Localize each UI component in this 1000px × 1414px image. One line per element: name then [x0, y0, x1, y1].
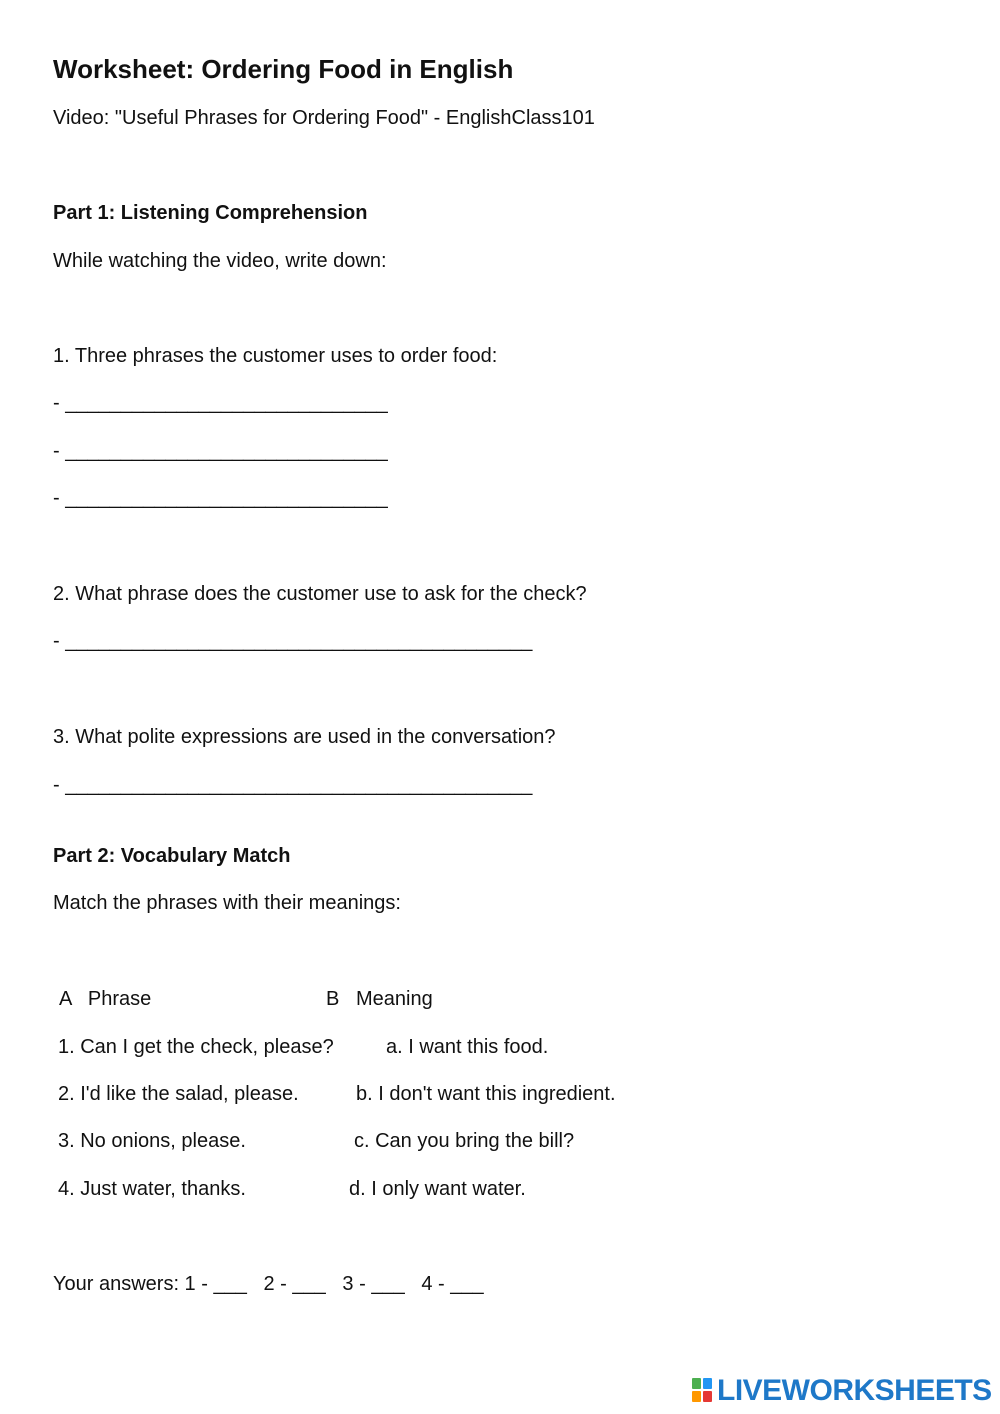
column-b-header: B Meaning: [326, 988, 433, 1010]
answer-line: - _____________________________: [53, 487, 388, 509]
answers-line: Your answers: 1 - ___ 2 - ___ 3 - ___ 4 - ___: [53, 1273, 484, 1295]
logo-text: LIVEWORKSHEETS: [717, 1374, 992, 1407]
meaning-item: c. Can you bring the bill?: [354, 1130, 575, 1152]
answer-line: - _____________________________: [53, 440, 388, 462]
question-2: 2. What phrase does the customer use to ask for the check?: [53, 583, 587, 605]
part2-heading: Part 2: Vocabulary Match: [53, 845, 291, 867]
question-1: 1. Three phrases the customer uses to order food:: [53, 345, 498, 367]
part2-instruction: Match the phrases with their meanings:: [53, 892, 401, 914]
question-3: 3. What polite expressions are used in the conversation?: [53, 726, 556, 748]
liveworksheets-logo[interactable]: [692, 1374, 992, 1408]
answer-line: - __________________________________________: [53, 774, 533, 796]
meaning-item: d. I only want water.: [349, 1178, 526, 1200]
part1-instruction: While watching the video, write down:: [53, 250, 387, 272]
answer-line: - __________________________________________: [53, 630, 533, 652]
phrase-item: 1. Can I get the check, please?: [58, 1036, 334, 1058]
phrase-item: 3. No onions, please.: [58, 1130, 246, 1152]
part1-heading: Part 1: Listening Comprehension: [53, 202, 368, 224]
meaning-item: b. I don't want this ingredient.: [356, 1083, 616, 1105]
worksheet-title: Worksheet: Ordering Food in English: [53, 54, 514, 84]
phrase-item: 4. Just water, thanks.: [58, 1178, 246, 1200]
liveworksheets-logo-icon: [692, 1378, 714, 1404]
answer-line: - _____________________________: [53, 392, 388, 414]
column-a-header: A Phrase: [59, 988, 152, 1010]
phrase-item: 2. I'd like the salad, please.: [58, 1083, 299, 1105]
video-reference: Video: "Useful Phrases for Ordering Food" - EnglishClass101: [53, 107, 595, 129]
meaning-item: a. I want this food.: [386, 1036, 549, 1058]
